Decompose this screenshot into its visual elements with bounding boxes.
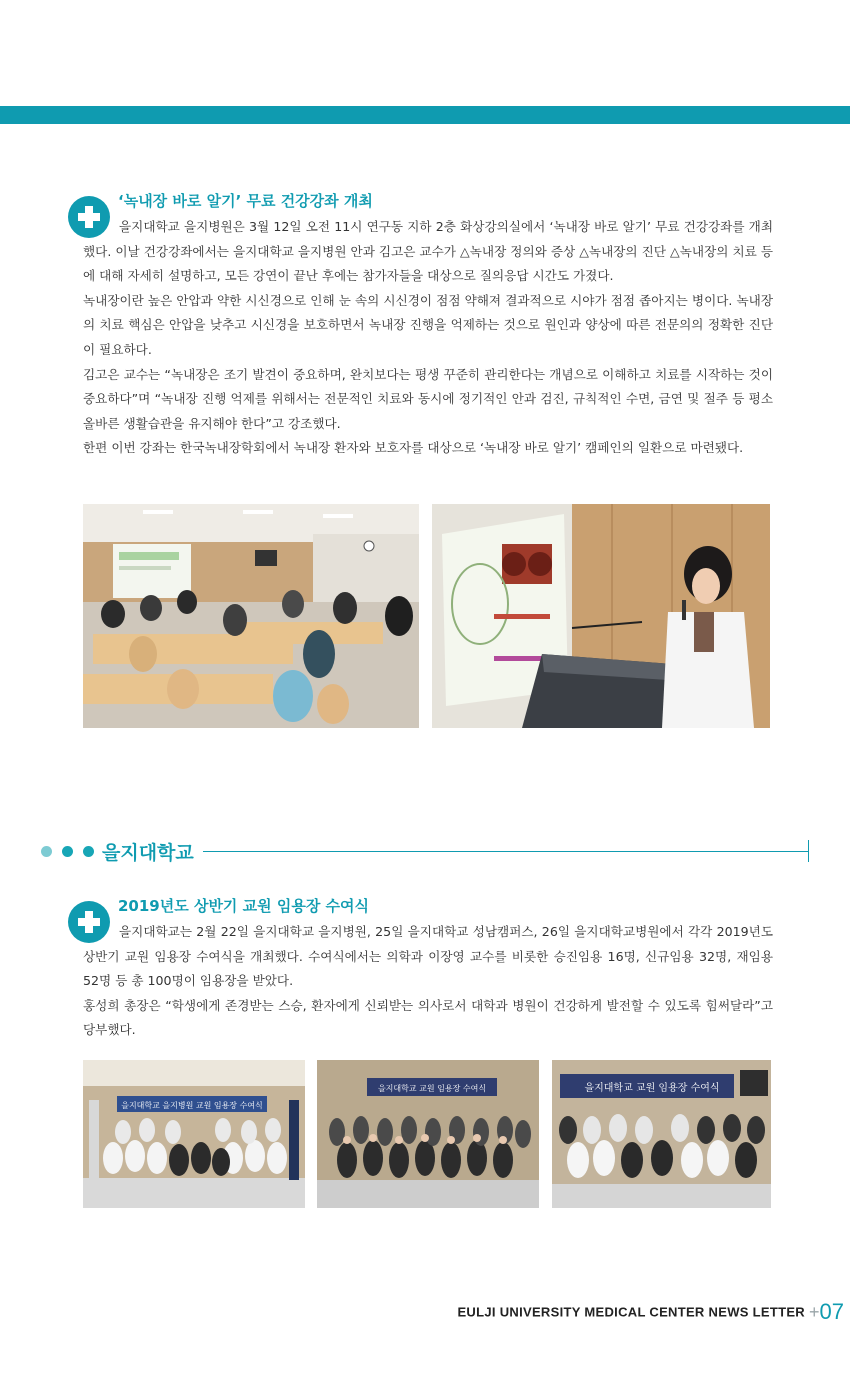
- paragraph: 을지대학교는 2월 22일 을지대학교 을지병원, 25일 을지대학교 성남캠퍼스, 26일 을지대학교병원에서 각각 2019년도 상반기 교원 임용장 수여식을 개최했다. 수여식에서는 의학과 이장영 교수를 비롯한 승진임용 16명, 신규임용 32명, 재임용 52명 등 총 100명이 임용장을 받았다.: [83, 924, 773, 989]
- bullet-dot-icon: [62, 846, 73, 857]
- top-color-band: [0, 106, 850, 124]
- photo-group-ceremony-2: [317, 1060, 539, 1208]
- section-divider: [203, 851, 809, 852]
- newsletter-name: EULJI UNIVERSITY MEDICAL CENTER NEWS LETTER: [457, 1304, 805, 1320]
- photo-group-ceremony-3: [552, 1060, 771, 1208]
- paragraph: 녹내장이란 높은 안압과 약한 시신경으로 인해 눈 속의 시신경이 점점 약해져 결과적으로 시야가 점점 좁아지는 병이다. 녹내장의 치료 핵심은 안압을 낮추고 시신경을 보호하면서 녹내장 진행을 억제하는 것으로 원인과 양상에 따른 전문의의 정확한 진단이 필요하다.: [83, 292, 773, 357]
- article-body: [83, 920, 773, 1043]
- ceremony-banner-text: 을지대학교 교원 임용장 수여식: [377, 1084, 487, 1093]
- section-title: 을지대학교: [102, 842, 194, 864]
- page-number: 07: [819, 1299, 844, 1324]
- page-footer: [457, 1299, 844, 1323]
- footer-plus-icon: +: [809, 1301, 820, 1322]
- ceremony-banner-text: 을지대학교 을지병원 교원 임용장 수여식: [121, 1101, 263, 1110]
- photo-presenter-lectern: [432, 504, 770, 728]
- photo-group-ceremony-1: [83, 1060, 305, 1208]
- article-body: [83, 215, 773, 461]
- section-divider-end: [808, 840, 809, 862]
- ceremony-banner-text: 을지대학교 교원 임용장 수여식: [584, 1083, 720, 1094]
- article-title: ‘녹내장 바로 알기’ 무료 건강강좌 개최: [118, 192, 373, 210]
- article-title: 2019년도 상반기 교원 임용장 수여식: [118, 897, 370, 915]
- bullet-dot-icon: [41, 846, 52, 857]
- section-header: [41, 838, 811, 864]
- bullet-dot-icon: [83, 846, 94, 857]
- photo-lecture-audience: [83, 504, 419, 728]
- paragraph: 김고은 교수는 “녹내장은 조기 발견이 중요하며, 완치보다는 평생 꾸준히 관리한다는 개념으로 이해하고 치료를 시작하는 것이 중요하다”며 “녹내장 진행 억제를 위해서는 전문적인 치료와 동시에 정기적인 안과 검진, 규칙적인 수면, 금연 및 절주 등 평소 올바른 생활습관을 유지해야 한다”고 강조했다.: [83, 366, 773, 431]
- paragraph: 한편 이번 강좌는 한국녹내장학회에서 녹내장 환자와 보호자를 대상으로 ‘녹내장 바로 알기’ 캠페인의 일환으로 마련됐다.: [83, 440, 744, 456]
- paragraph: 을지대학교 을지병원은 3월 12일 오전 11시 연구동 지하 2층 화상강의실에서 ‘녹내장 바로 알기’ 무료 건강강좌를 개최했다. 이날 건강강좌에서는 을지대학교 을지병원 안과 김고은 교수가 △녹내장 정의와 증상 △녹내장의 진단 △녹내장의 치료 등에 대해 자세히 설명하고, 모든 강연이 끝난 후에는 참가자들을 대상으로 질의응답 시간도 가졌다.: [83, 219, 773, 284]
- paragraph: 홍성희 총장은 “학생에게 존경받는 스승, 환자에게 신뢰받는 의사로서 대학과 병원이 건강하게 발전할 수 있도록 힘써달라”고 당부했다.: [83, 997, 773, 1038]
